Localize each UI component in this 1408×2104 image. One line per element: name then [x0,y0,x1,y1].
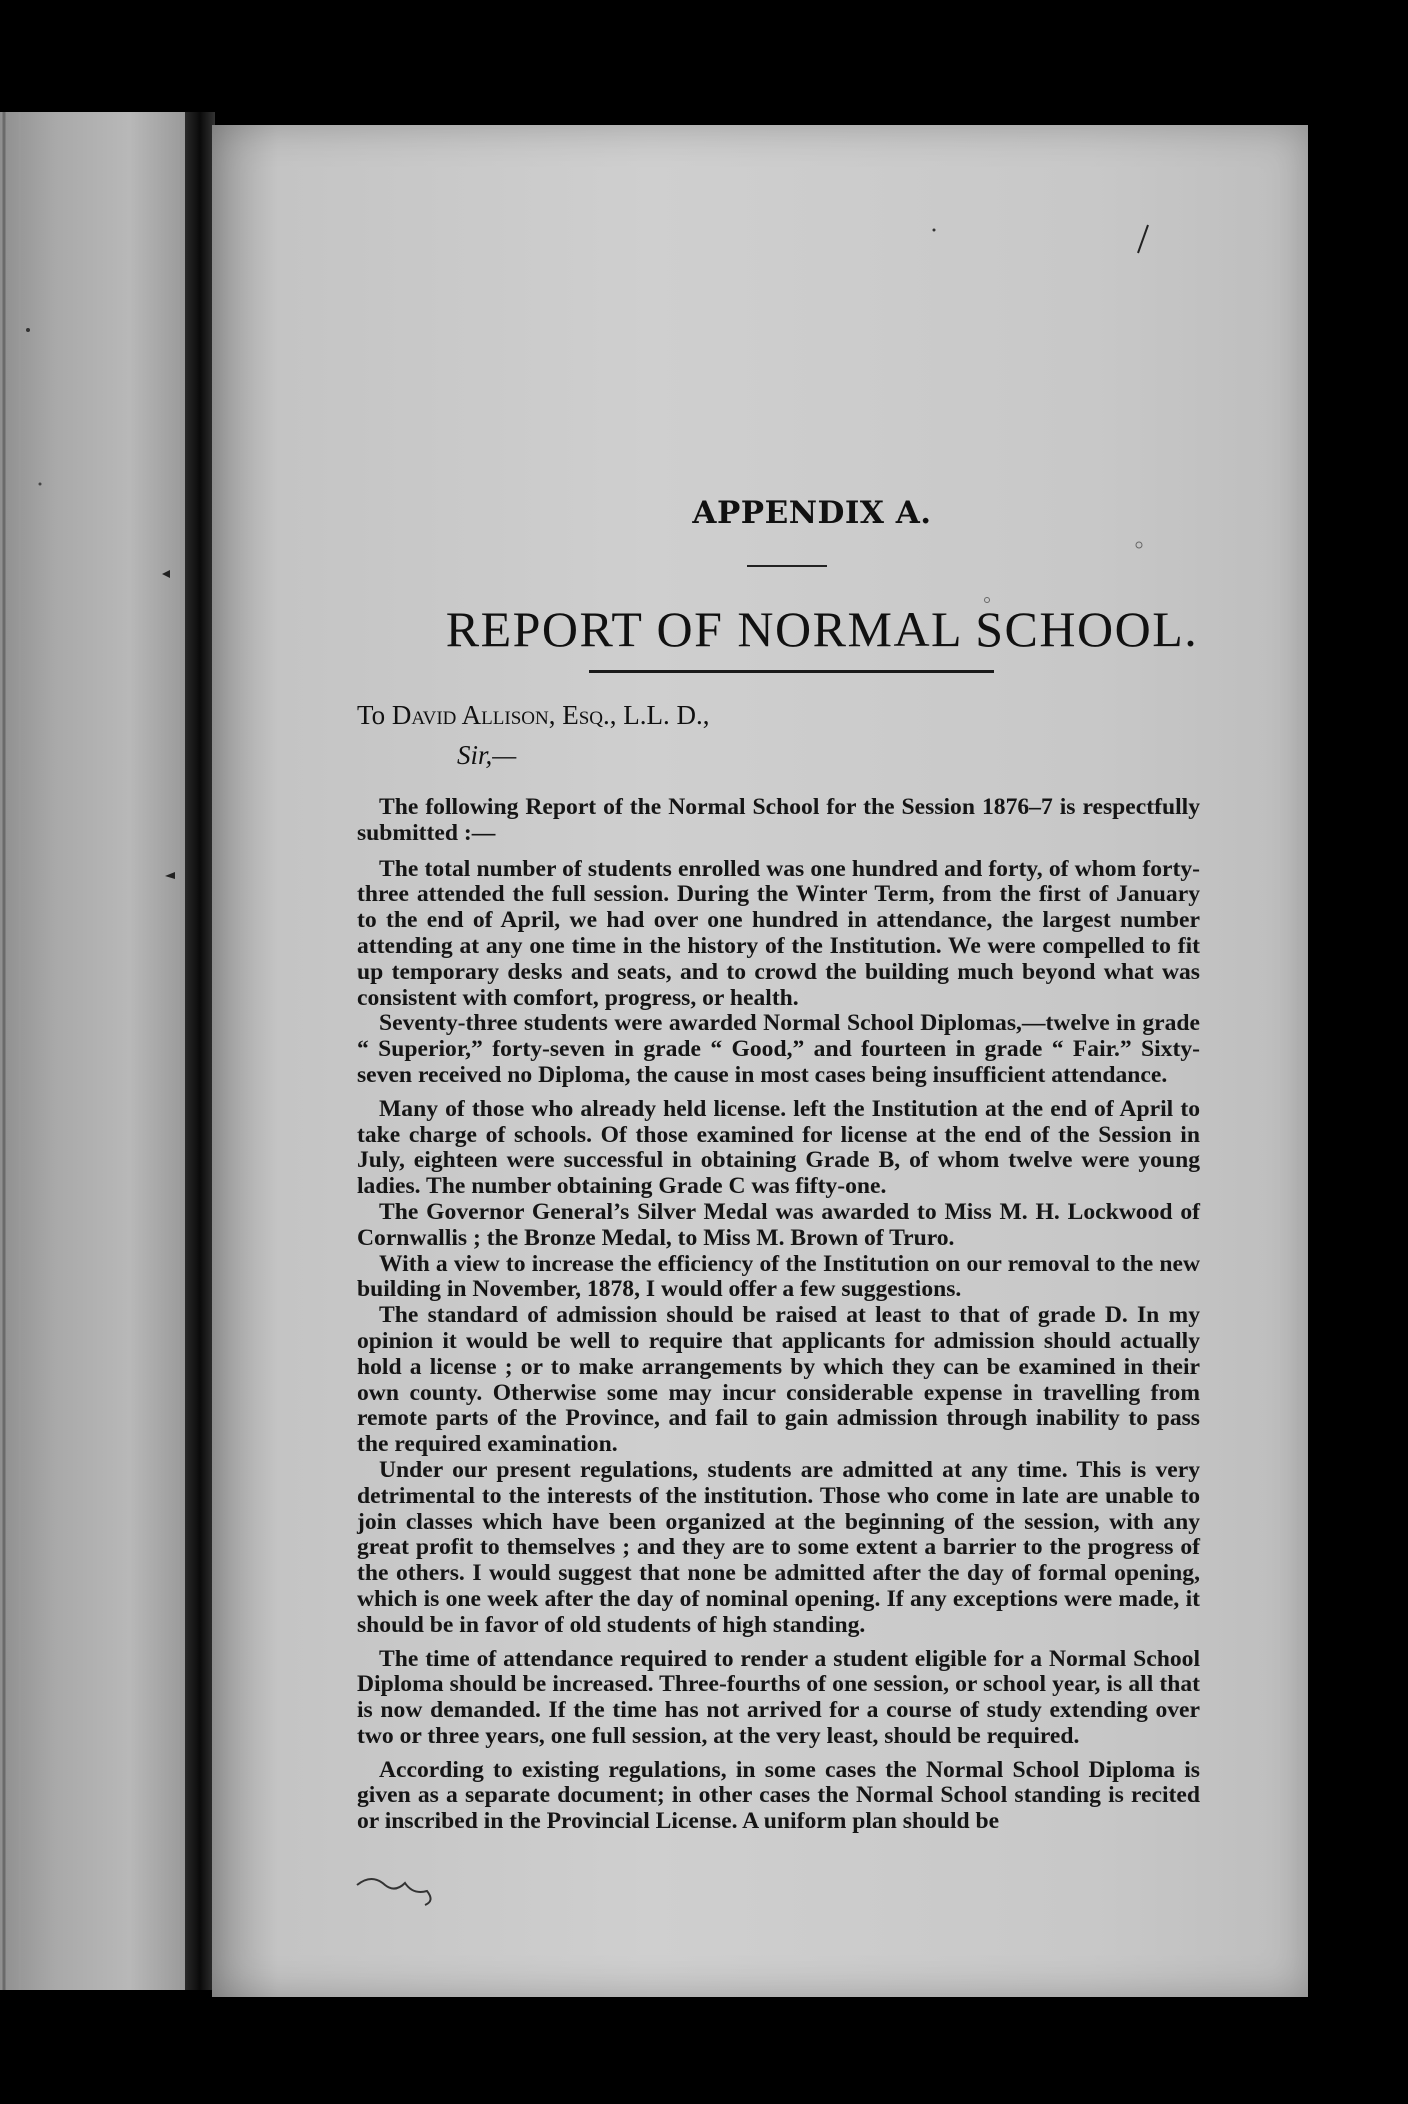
paragraph-attendance: The time of attendance required to render a student eligible for a Normal School Diploma should be increased. Three-fourths of one session, or school year, is all that is now demanded. If the time has not arrived for a course of study extending over two or three years, one full session, at the very least, should be required. [357,1645,1200,1749]
paragraph-enrollment: The total number of students enrolled was one hundred and forty, of whom forty-three attended the full session. During the Winter Term, from the first of January to the end of April, we had over one hundred in attendance, the largest number attending at any one time in the history of the Institution. We were compelled to fit up temporary desks and seats, and to crowd the building much beyond what was consistent with comfort, progress, or health. [357,855,1200,1011]
greeting: Sir,— [457,740,517,770]
left-page-marks [0,112,185,1990]
paragraph-intro: The following Report of the Normal School for the Session 1876–7 is respectfully submitted :— [357,794,1200,846]
salutation-addressee: David Allison, Esq., L.L. D., [391,700,710,730]
paragraph-diplomas: Seventy-three students were awarded Normal School Diplomas,—twelve in grade “ Superior,” forty-seven in grade “ Good,” and fourteen in grade “ Fair.” Sixty-seven received no Diploma, the cause in most cases being insufficient attendance. [357,1010,1200,1088]
salutation-prefix: To [357,700,392,730]
paragraph-suggestions: With a view to increase the efficiency of the Institution on our removal to the new building in November, 1878, I would offer a few suggestions. [357,1250,1200,1303]
report-title: REPORT OF NORMAL SCHOOL. [445,601,1199,657]
paragraph-uniform-plan: According to existing regulations, in some cases the Normal School Diploma is given as a separate document; in other cases the Normal School standing is recited or inscribed in the Provincial License. A uniform plan should be [357,1756,1200,1835]
left-facing-page [0,112,185,1990]
paragraph-license: Many of those who already held license. left the Institution at the end of April to take charge of schools. Of those examined for license at the end of the Session in July, eighteen were successful in obtaining Grade B, of whom twelve were young ladies. The number obtaining Grade C was fifty-one. [357,1095,1200,1200]
paragraph-regulations: Under our present regulations, students are admitted at any time. This is very detrimental to the interests of the institution. Those who come in late are unable to join classes which have been organized at the beginning of the session, with any great profit to themselves ; and they are to some extent a barrier to the progress of the others. I would suggest that none be admitted after the day of formal opening, which is one week after the day of nominal opening. If any exceptions were made, it should be in favor of old students of high standing. [357,1456,1200,1638]
page-gutter [185,112,215,1990]
appendix-heading: APPENDIX A. [692,495,932,531]
paragraph-admission: The standard of admission should be raised at least to that of grade D. In my opinion it would be well to require that applicants for admission should actually hold a license ; or to make arrangements by which they can be examined in their own county. Otherwise some may incur considerable expense in travelling from remote parts of the Province, and fail to gain admission through inability to pass the required examination. [357,1302,1200,1458]
paragraph-medals: The Governor General’s Silver Medal was awarded to Miss M. H. Lockwood of Cornwallis ; the Bronze Medal, to Miss M. Brown of Truro. [357,1198,1200,1251]
right-page [212,125,1308,1997]
page-marks [212,125,1308,1997]
